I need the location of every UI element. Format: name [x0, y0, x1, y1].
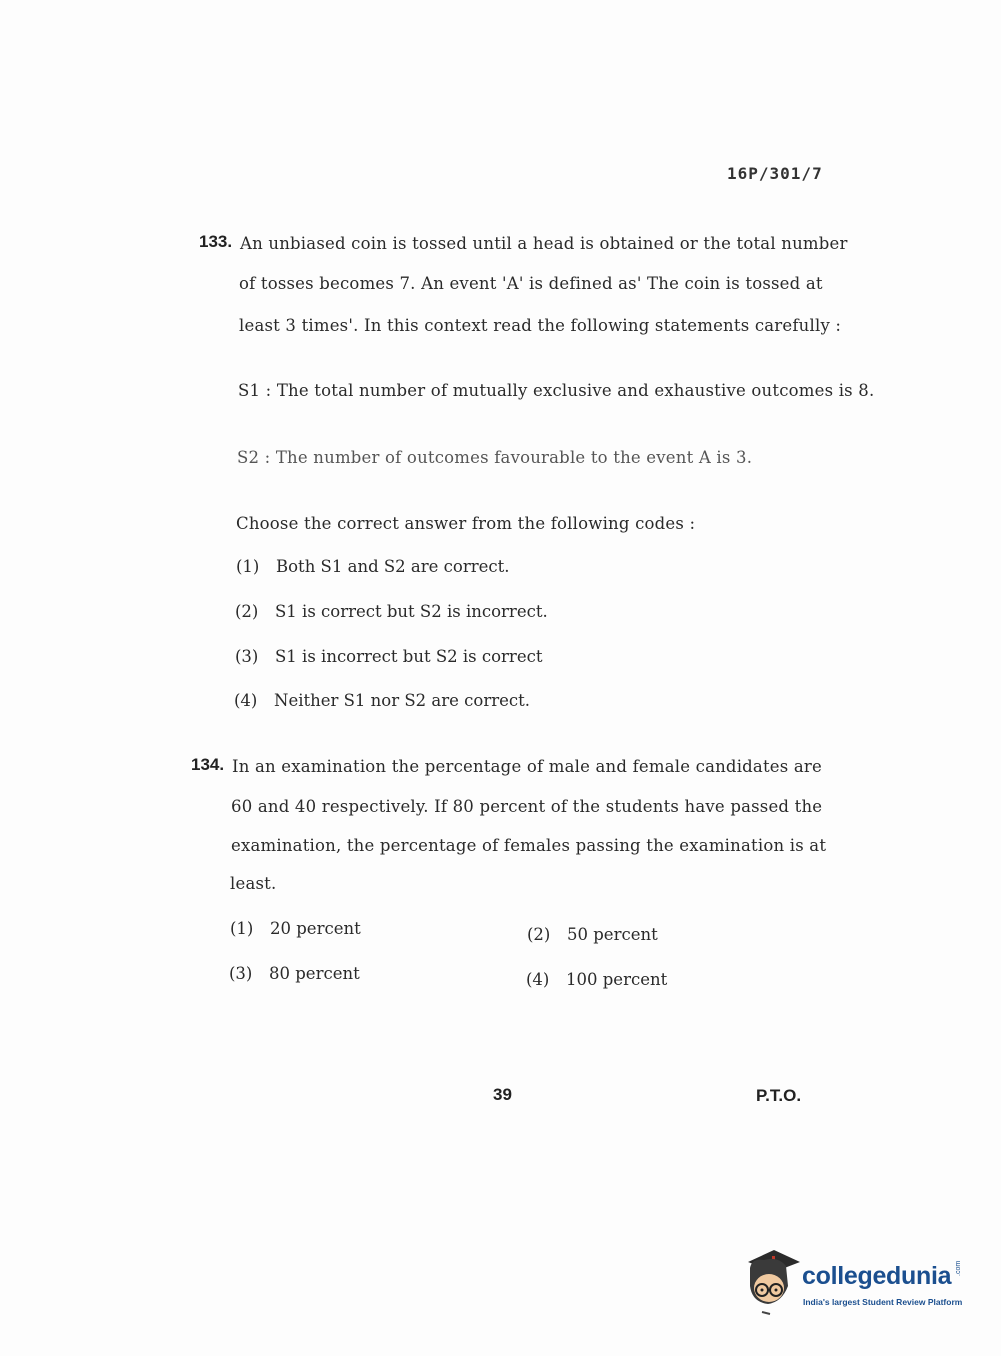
- option-text: S1 is incorrect but S2 is correct: [275, 647, 543, 666]
- option-4: [526, 970, 667, 989]
- option-number: (3): [235, 647, 259, 666]
- option-text: Both S1 and S2 are correct.: [276, 557, 510, 576]
- option-3: [229, 964, 360, 983]
- pto-label: P.T.O.: [756, 1086, 802, 1105]
- question-number: 133.: [199, 232, 233, 251]
- option-text: Neither S1 nor S2 are correct.: [274, 691, 530, 710]
- option-1: [230, 919, 361, 938]
- brand-watermark: [742, 1246, 972, 1324]
- question-number: 134.: [191, 755, 225, 774]
- option-number: (1): [236, 557, 260, 576]
- option-number: (2): [235, 602, 259, 621]
- brand-tagline: India's largest Student Review Platform: [803, 1297, 963, 1307]
- question-text-line: examination, the percentage of females passing the examination is at: [231, 836, 827, 855]
- question-text-line: 60 and 40 respectively. If 80 percent of the students have passed the: [231, 797, 823, 816]
- option-2: [527, 925, 658, 944]
- question-text-line: of tosses becomes 7. An event 'A' is defined as' The coin is tossed at: [239, 274, 823, 293]
- paper-code: 16P/301/7: [727, 164, 823, 183]
- instruction: Choose the correct answer from the following codes :: [236, 514, 696, 533]
- option-text: 20 percent: [270, 919, 361, 938]
- option-text: S1 is correct but S2 is incorrect.: [275, 602, 548, 621]
- statement-s1: S1 : The total number of mutually exclusive and exhaustive outcomes is 8.: [238, 381, 875, 400]
- option-number: (3): [229, 964, 253, 983]
- statement-s2: S2 : The number of outcomes favourable to the event A is 3.: [237, 448, 753, 467]
- question-text-line: An unbiased coin is tossed until a head is obtained or the total number: [240, 234, 848, 253]
- question-text-line: least 3 times'. In this context read the following statements carefully :: [239, 316, 842, 335]
- mascot-logo-icon: [742, 1246, 804, 1316]
- option-text: 100 percent: [566, 970, 668, 989]
- option-text: 50 percent: [567, 925, 658, 944]
- option-number: (4): [526, 970, 550, 989]
- option-number: (4): [234, 691, 258, 710]
- option-text: 80 percent: [269, 964, 360, 983]
- option-1: [236, 557, 510, 576]
- brand-name: collegedunia: [802, 1262, 952, 1290]
- option-4: [234, 691, 530, 710]
- brand-suffix: .com: [955, 1260, 962, 1276]
- page-number: 39: [493, 1085, 512, 1104]
- question-text-line: In an examination the percentage of male and female candidates are: [232, 757, 822, 776]
- option-number: (2): [527, 925, 551, 944]
- question-text-line: least.: [230, 874, 277, 893]
- option-2: [235, 602, 548, 621]
- option-number: (1): [230, 919, 254, 938]
- option-3: [235, 647, 542, 666]
